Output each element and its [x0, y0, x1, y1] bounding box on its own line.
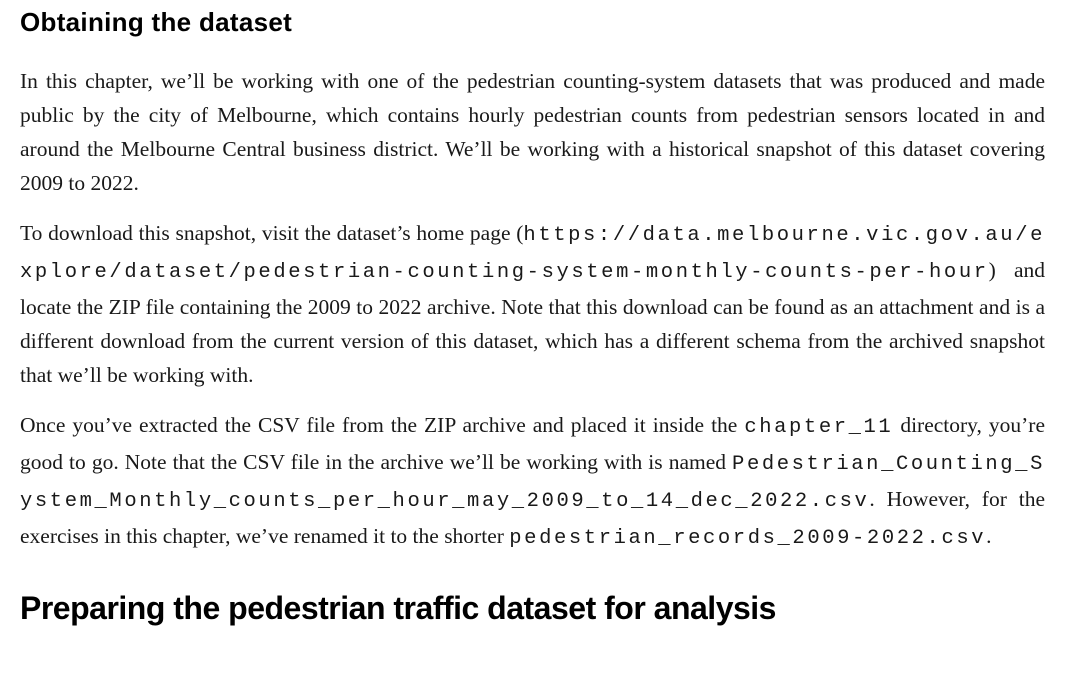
body-text-run: To download this snapshot, visit the dataset’s home page ( — [20, 221, 524, 245]
body-text-run: In this chapter, we’ll be working with one of the pedestrian counting-system datasets that was produced and made public by the city of Melbourne, which contains hourly pedestrian counts from pedestrian sensors located in and around the Melbourne Central business district. We’ll be working with a historical snapshot of this dataset covering 2009 to 2022. — [20, 69, 1045, 195]
paragraph-download-instructions — [20, 216, 1045, 392]
section-heading: Obtaining the dataset — [20, 7, 293, 37]
body-text-run: . — [986, 524, 992, 548]
body-text-run: . However, for the exercises in this chapter, we’ve renamed it to the shorter — [20, 487, 1045, 548]
inline-code: pedestrian_records_2009-2022.csv — [509, 527, 987, 550]
paragraph-csv-extraction — [20, 408, 1045, 556]
body-text-run: ) and locate the ZIP file containing the 2009 to 2022 archive. Note that this download can be found as an attachment and is a different download from the current version of this dataset, which has a different schema from the archived snapshot that we’ll be working with. — [20, 258, 1045, 387]
inline-code: https://data.melbourne.vic.gov.au/explore/dataset/pedestrian-counting-system-monthly-counts-per-hour — [20, 224, 1045, 284]
body-text-run: Once you’ve extracted the CSV file from the ZIP archive and placed it inside the — [20, 413, 745, 437]
paragraph-dataset-intro — [20, 64, 1045, 200]
document-page — [0, 6, 1065, 628]
inline-code: Pedestrian_Counting_System_Monthly_counts_per_hour_may_2009_to_14_dec_2022.csv — [20, 453, 1045, 513]
next-section-heading: Preparing the pedestrian traffic dataset for analysis — [20, 590, 776, 626]
body-text-run: directory, you’re good to go. Note that the CSV file in the archive we’ll be working with is named — [20, 413, 1045, 474]
inline-code: chapter_11 — [744, 416, 894, 439]
